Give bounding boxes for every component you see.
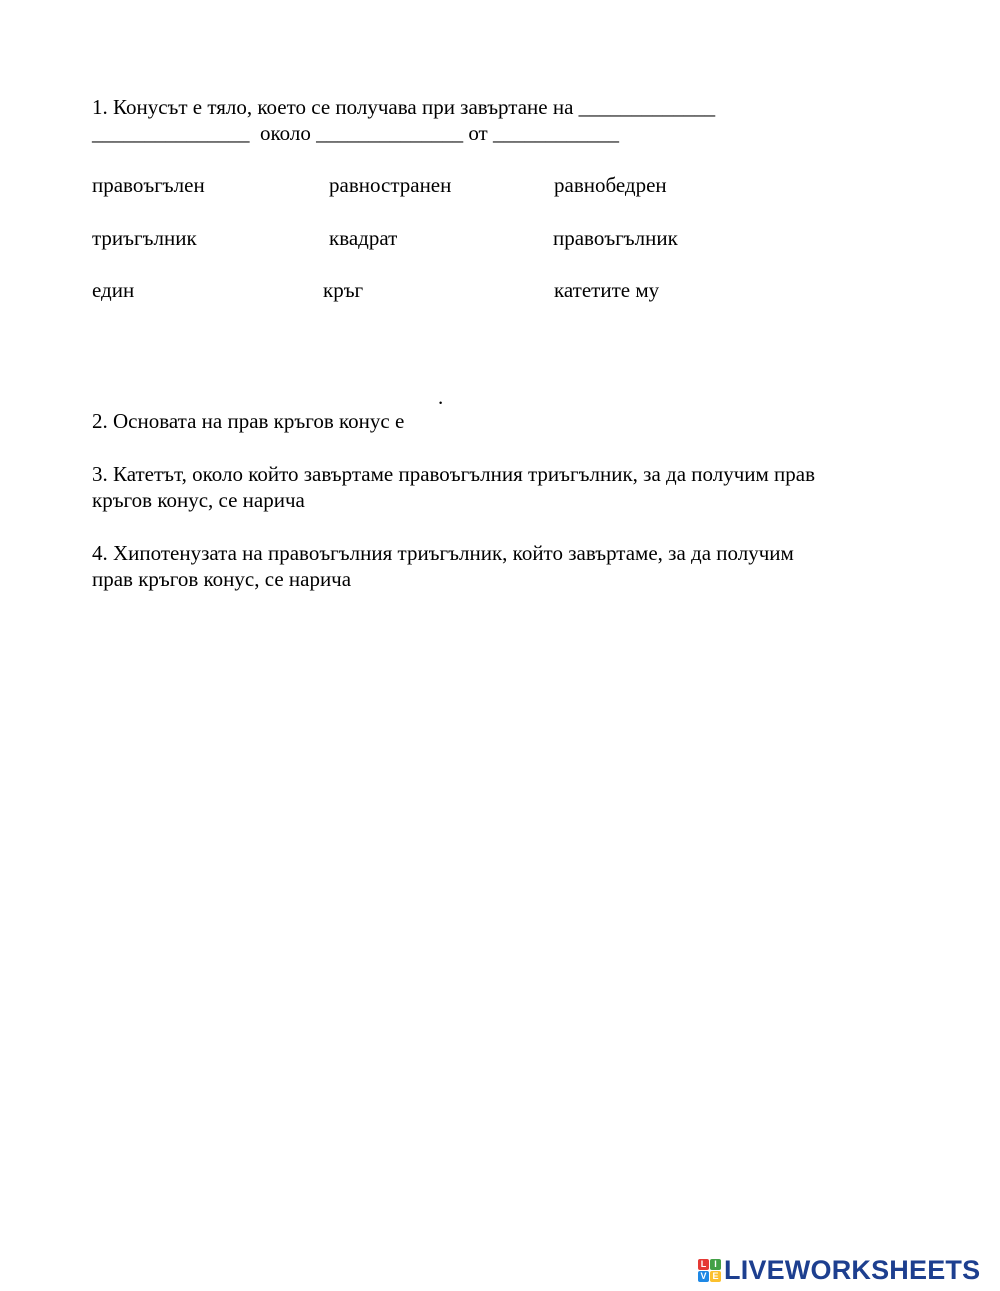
logo-mark-letter: V: [698, 1271, 709, 1282]
logo-text: LIVEWORKSHEETS: [724, 1254, 981, 1285]
question-3-line-2: кръгов конус, се нарича: [92, 488, 305, 512]
question-4-line-2: прав кръгов конус, се нарича: [92, 567, 352, 591]
question-2: 2. Основата на прав кръгов конус е: [92, 409, 405, 433]
logo-mark-icon: [698, 1259, 721, 1282]
question-3-line-1: 3. Катетът, около който завъртаме правоъгълния триъгълник, за да получим прав: [92, 462, 816, 486]
question-1-line-2: _______________ около ______________ от ____________: [92, 121, 619, 145]
word-bank-item: правоъгълен: [92, 173, 205, 197]
word-bank-item: кръг: [323, 278, 364, 302]
liveworksheets-logo: [698, 1254, 980, 1286]
word-bank-item: квадрат: [329, 226, 398, 250]
logo-mark-letter: E: [710, 1271, 721, 1282]
word-bank-item: един: [92, 278, 135, 302]
question-4-line-1: 4. Хипотенузата на правоъгълния триъгълник, който завъртаме, за да получим: [92, 541, 794, 565]
word-bank-item: равностранен: [329, 173, 452, 197]
logo-mark-letter: I: [710, 1259, 721, 1270]
logo-mark-letter: L: [698, 1259, 709, 1270]
word-bank-item: катетите му: [554, 278, 660, 302]
question-1-line-1: 1. Конусът е тяло, което се получава при завъртане на _____________: [92, 95, 716, 119]
word-bank-item: равнобедрен: [554, 173, 667, 197]
word-bank-item: правоъгълник: [553, 226, 678, 250]
word-bank-item: триъгълник: [92, 226, 197, 250]
stray-dot: .: [438, 385, 444, 409]
